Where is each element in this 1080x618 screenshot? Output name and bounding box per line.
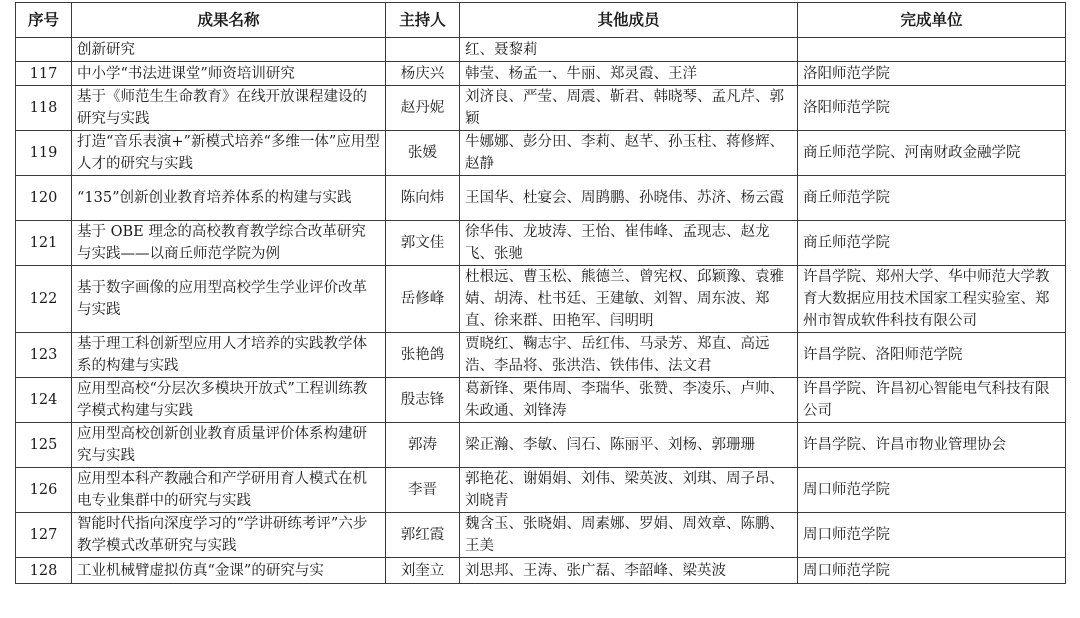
cell-host: 张艳鸽 (386, 333, 460, 378)
cell-members: 梁正瀚、李敏、闫石、陈丽平、刘杨、郭珊珊 (460, 423, 798, 468)
achievement-table (15, 2, 1066, 584)
cell-unit: 许昌学院、许昌市物业管理协会 (798, 423, 1066, 468)
cell-host: 赵丹妮 (386, 86, 460, 131)
cell-unit: 商丘师范学院 (798, 176, 1066, 221)
cell-members: 刘济良、严莹、周震、靳君、韩晓琴、孟凡芹、郭颖 (460, 86, 798, 131)
table-row (16, 221, 1066, 266)
table-row (16, 131, 1066, 176)
cell-name: 基于《师范生生命教育》在线开放课程建设的研究与实践 (72, 86, 386, 131)
cell-unit: 许昌学院、洛阳师范学院 (798, 333, 1066, 378)
cell-unit: 商丘师范学院 (798, 221, 1066, 266)
cell-members: 葛新锋、栗伟周、李瑞华、张赞、李凌乐、卢帅、朱政通、刘锋涛 (460, 378, 798, 423)
table-row (16, 558, 1066, 584)
table-row (16, 62, 1066, 86)
table-row (16, 86, 1066, 131)
cell-host: 刘奎立 (386, 558, 460, 584)
cell-index: 120 (16, 176, 72, 221)
cell-unit: 周口师范学院 (798, 558, 1066, 584)
cell-host: 郭文佳 (386, 221, 460, 266)
cell-unit: 许昌学院、郑州大学、华中师范大学教育大数据应用技术国家工程实验室、郑州市智成软件科技有限公司 (798, 266, 1066, 333)
cell-members: 王国华、杜宴会、周鹍鹏、孙晓伟、苏济、杨云霞 (460, 176, 798, 221)
table-row (16, 468, 1066, 513)
cell-name: “135”创新创业教育培养体系的构建与实践 (72, 176, 386, 221)
cell-name: 中小学“书法进课堂”师资培训研究 (72, 62, 386, 86)
cell-index: 128 (16, 558, 72, 584)
header-row (16, 3, 1066, 38)
cell-name: 打造“音乐表演+”新模式培养“多维一体”应用型人才的研究与实践 (72, 131, 386, 176)
cell-index: 126 (16, 468, 72, 513)
cell-members: 红、聂黎莉 (460, 38, 798, 62)
cell-name: 创新研究 (72, 38, 386, 62)
cell-name: 基于 OBE 理念的高校教育教学综合改革研究与实践——以商丘师范学院为例 (72, 221, 386, 266)
cell-unit: 洛阳师范学院 (798, 62, 1066, 86)
cell-unit: 洛阳师范学院 (798, 86, 1066, 131)
table-row (16, 266, 1066, 333)
cell-index: 124 (16, 378, 72, 423)
header-index: 序号 (16, 3, 72, 38)
cell-members: 贾晓红、鞠志宇、岳红伟、马录芳、郑直、高远浩、李品将、张洪浩、铁伟伟、法文君 (460, 333, 798, 378)
cell-unit: 许昌学院、许昌初心智能电气科技有限公司 (798, 378, 1066, 423)
cell-name: 工业机械臂虚拟仿真“金课”的研究与实 (72, 558, 386, 584)
cell-host (386, 38, 460, 62)
header-host: 主持人 (386, 3, 460, 38)
table-row (16, 333, 1066, 378)
cell-name: 基于数字画像的应用型高校学生学业评价改革与实践 (72, 266, 386, 333)
header-members: 其他成员 (460, 3, 798, 38)
cell-unit: 周口师范学院 (798, 468, 1066, 513)
cell-members: 郭艳花、谢娟娟、刘伟、梁英波、刘琪、周子昂、刘晓青 (460, 468, 798, 513)
cell-index: 119 (16, 131, 72, 176)
cell-unit: 周口师范学院 (798, 513, 1066, 558)
cell-index: 122 (16, 266, 72, 333)
cell-members: 杜根远、曹玉松、熊德兰、曾宪权、邱颖豫、袁雅婧、胡涛、杜书廷、王建敏、刘智、周东波、郑直、徐来群、田艳军、闫明明 (460, 266, 798, 333)
cell-name: 应用型本科产教融合和产学研用育人模式在机电专业集群中的研究与实践 (72, 468, 386, 513)
cell-unit: 商丘师范学院、河南财政金融学院 (798, 131, 1066, 176)
header-name: 成果名称 (72, 3, 386, 38)
cell-name: 应用型高校“分层次多模块开放式”工程训练教学模式构建与实践 (72, 378, 386, 423)
cell-index: 123 (16, 333, 72, 378)
header-unit: 完成单位 (798, 3, 1066, 38)
cell-members: 魏含玉、张晓娟、周素娜、罗娟、周效章、陈鹏、王美 (460, 513, 798, 558)
table-row (16, 38, 1066, 62)
cell-unit (798, 38, 1066, 62)
cell-host: 陈向炜 (386, 176, 460, 221)
cell-host: 郭红霞 (386, 513, 460, 558)
cell-index (16, 38, 72, 62)
cell-index: 118 (16, 86, 72, 131)
table-row (16, 423, 1066, 468)
cell-host: 殷志锋 (386, 378, 460, 423)
cell-host: 郭涛 (386, 423, 460, 468)
cell-host: 张媛 (386, 131, 460, 176)
cell-index: 127 (16, 513, 72, 558)
table-row (16, 513, 1066, 558)
table-row (16, 378, 1066, 423)
cell-name: 基于理工科创新型应用人才培养的实践教学体系的构建与实践 (72, 333, 386, 378)
cell-host: 李晋 (386, 468, 460, 513)
cell-members: 韩莹、杨孟一、牛丽、郑灵霞、王洋 (460, 62, 798, 86)
cell-name: 智能时代指向深度学习的“学讲研练考评”六步教学模式改革研究与实践 (72, 513, 386, 558)
cell-members: 徐华伟、龙坡涛、王怡、崔伟峰、孟现志、赵龙飞、张驰 (460, 221, 798, 266)
cell-host: 岳修峰 (386, 266, 460, 333)
cell-index: 117 (16, 62, 72, 86)
table-row (16, 176, 1066, 221)
cell-members: 牛娜娜、彭分田、李莉、赵芊、孙玉柱、蒋修辉、赵静 (460, 131, 798, 176)
cell-host: 杨庆兴 (386, 62, 460, 86)
cell-index: 125 (16, 423, 72, 468)
cell-members: 刘思邦、王涛、张广磊、李韶峰、梁英波 (460, 558, 798, 584)
cell-index: 121 (16, 221, 72, 266)
cell-name: 应用型高校创新创业教育质量评价体系构建研究与实践 (72, 423, 386, 468)
